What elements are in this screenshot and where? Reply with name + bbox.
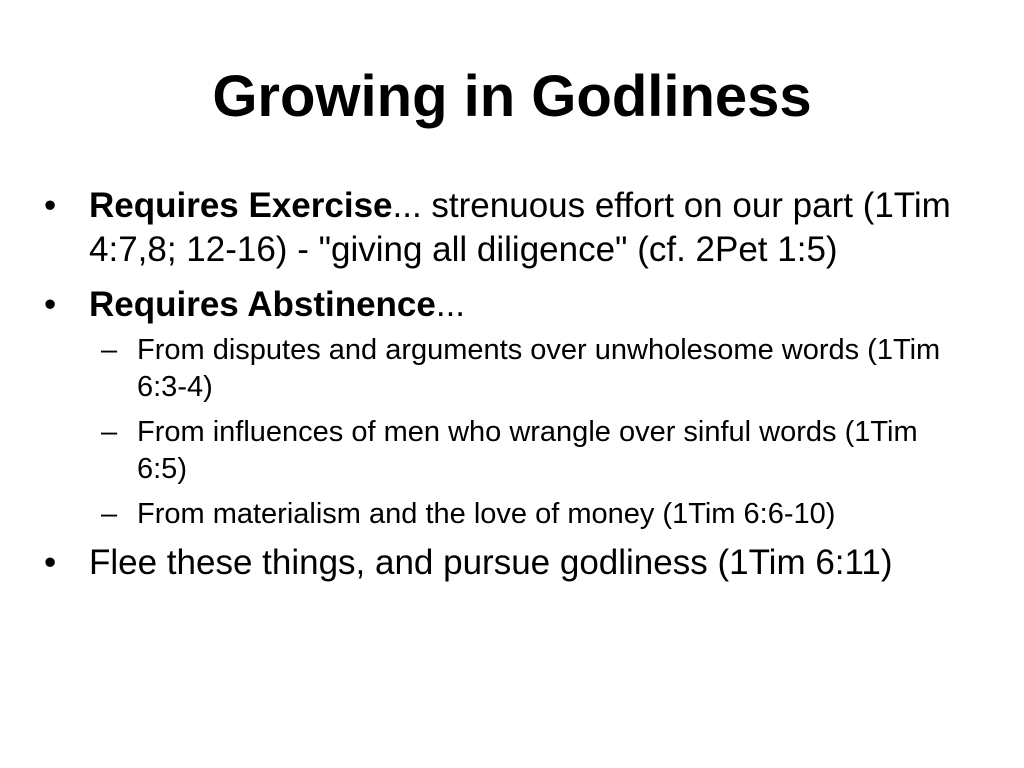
sub-bullet-text: From influences of men who wrangle over sinful words (1Tim 6:5)	[137, 416, 918, 485]
sub-bullet-item	[101, 414, 957, 488]
sub-bullet-item	[101, 496, 957, 533]
bullet-item	[44, 283, 994, 327]
bullet-icon: •	[44, 543, 57, 582]
bullet-text: ... strenuous effort on our part (1Tim 4:7,8; 12-16) - "giving all diligence" (cf. 2Pet 1:5)	[89, 186, 951, 269]
bullet-item	[44, 541, 994, 585]
bullet-bold-text: Requires Exercise	[89, 186, 393, 225]
slide-content	[44, 184, 994, 596]
bullet-icon: •	[44, 186, 57, 225]
sub-bullet-item	[101, 332, 957, 406]
bullet-icon: •	[44, 285, 57, 324]
bullet-bold-text: Requires Abstinence	[89, 285, 436, 324]
slide-title: Growing in Godliness	[212, 64, 812, 129]
dash-icon: –	[101, 416, 118, 448]
sub-bullet-text: From materialism and the love of money (1Tim 6:6-10)	[137, 498, 836, 530]
sub-bullet-text: From disputes and arguments over unwholesome words (1Tim 6:3-4)	[137, 334, 941, 403]
bullet-text: Flee these things, and pursue godliness (1Tim 6:11)	[89, 543, 893, 582]
dash-icon: –	[101, 334, 118, 366]
bullet-text: ...	[435, 285, 466, 324]
sub-bullet-list	[44, 332, 994, 533]
dash-icon: –	[101, 498, 118, 530]
bullet-item	[44, 184, 994, 272]
